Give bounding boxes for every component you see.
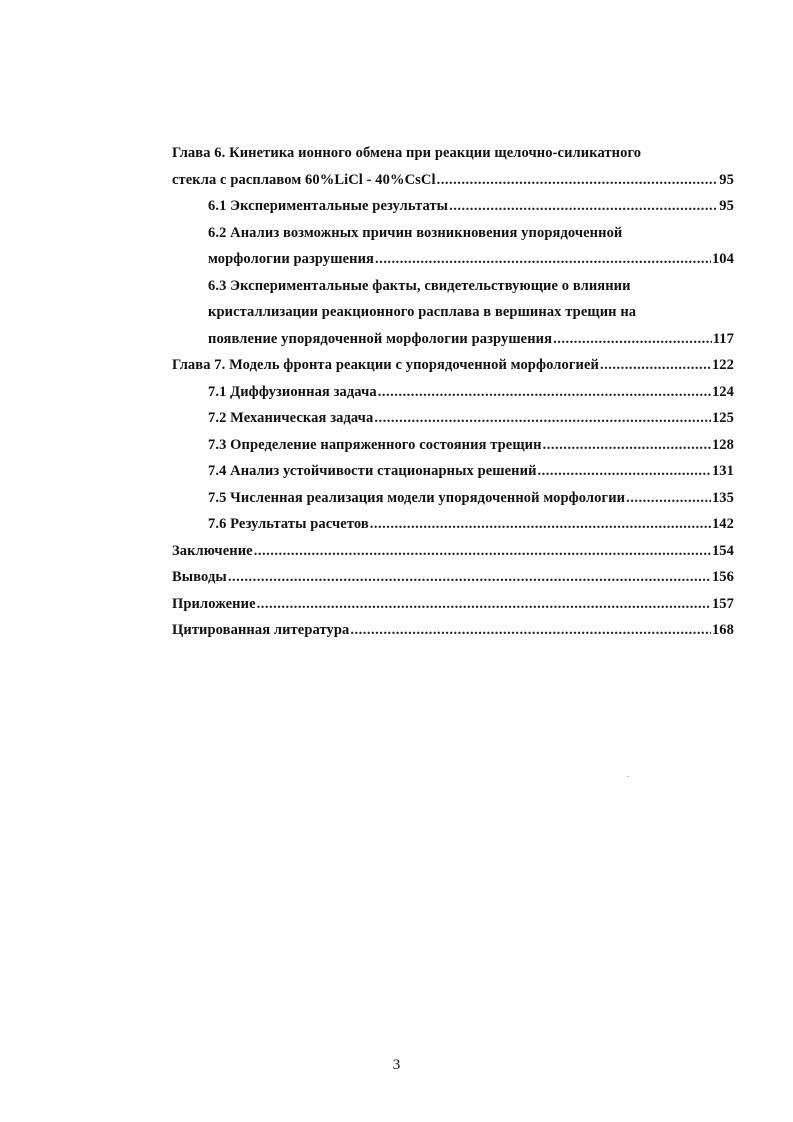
toc-entry-7-6: 7.6 Результаты расчетов ..... 142 [172, 511, 734, 538]
dot-leader [374, 405, 711, 432]
toc-page-number: 125 [711, 410, 734, 426]
dot-leader [449, 193, 718, 220]
toc-entry-6-2-line-2: морфологии разрушения ..... 104 [172, 246, 734, 273]
toc-page-number: 157 [711, 595, 734, 612]
dot-leader [600, 352, 711, 379]
toc-entry-6-1: 6.1 Экспериментальные результаты ..... 95 [172, 193, 734, 220]
toc-entry-7-2: 7.2 Механическая задача ..... 125 [172, 405, 734, 432]
toc-entry-7-5: 7.5 Численная реализация модели упорядоченной морфологии ..... 135 [172, 485, 734, 512]
toc-page-number: 104 [711, 251, 734, 267]
toc-entry-6-3-line-2: кристаллизации реакционного расплава в вершинах трещин на [208, 304, 637, 320]
toc-page-number: 156 [711, 569, 734, 585]
dot-leader [626, 485, 711, 512]
dot-leader [538, 458, 711, 485]
toc-entry-chapter-6-line-2: стекла с расплавом 60%LiCl - 40%CsCl ..... 95 [172, 167, 734, 194]
dot-leader [375, 246, 711, 273]
toc-page-number: 95 [719, 198, 734, 214]
dot-leader [553, 326, 712, 353]
toc-page-number: 124 [711, 383, 734, 400]
toc-page-number: 131 [711, 463, 734, 479]
toc-entry-6-3-line-3: появление упорядоченной морфологии разрушения ..... 117 [172, 326, 734, 353]
dot-leader [543, 432, 711, 459]
dot-leader [370, 511, 711, 538]
toc-page-number: 122 [711, 357, 734, 373]
toc-page-number: 128 [711, 436, 734, 453]
page-number: 3 [392, 1057, 401, 1073]
toc-entry-7-1: 7.1 Диффузионная задача ..... 124 [172, 379, 734, 406]
toc-entry-6-2-line-1: 6.2 Анализ возможных причин возникновения упорядоченной [208, 224, 623, 241]
toc-page-number: 168 [711, 622, 734, 638]
toc-page-number: 135 [711, 489, 734, 506]
toc-entry-7-4: 7.4 Анализ устойчивости стационарных решений ..... 131 [172, 458, 734, 485]
scan-speck [627, 776, 629, 777]
table-of-contents [172, 140, 734, 644]
toc-entry-conclusion: Заключение ..... 154 [172, 538, 734, 565]
dot-leader [378, 379, 711, 406]
toc-entry-appendix: Приложение ..... 157 [172, 591, 734, 618]
toc-page-number: 95 [719, 171, 734, 188]
toc-entry-7-3: 7.3 Определение напряженного состояния трещин ..... 128 [172, 432, 734, 459]
dot-leader [257, 591, 711, 618]
toc-entry-chapter-6-line-1: Глава 6. Кинетика ионного обмена при реакции щелочно-силикатного [172, 145, 642, 161]
toc-entry-references: Цитированная литература ..... 168 [172, 617, 734, 644]
dot-leader [228, 564, 711, 591]
toc-page-number: 117 [712, 330, 734, 347]
toc-entry-findings: Выводы ..... 156 [172, 564, 734, 591]
toc-page-number: 154 [711, 542, 734, 559]
toc-entry-6-3-line-1: 6.3 Экспериментальные факты, свидетельствующие о влиянии [208, 277, 631, 294]
toc-page-number: 142 [711, 516, 734, 532]
dot-leader [254, 538, 711, 565]
toc-entry-chapter-7: Глава 7. Модель фронта реакции с упорядоченной морфологией ..... 122 [172, 352, 734, 379]
dot-leader [350, 617, 711, 644]
dot-leader [437, 167, 719, 194]
